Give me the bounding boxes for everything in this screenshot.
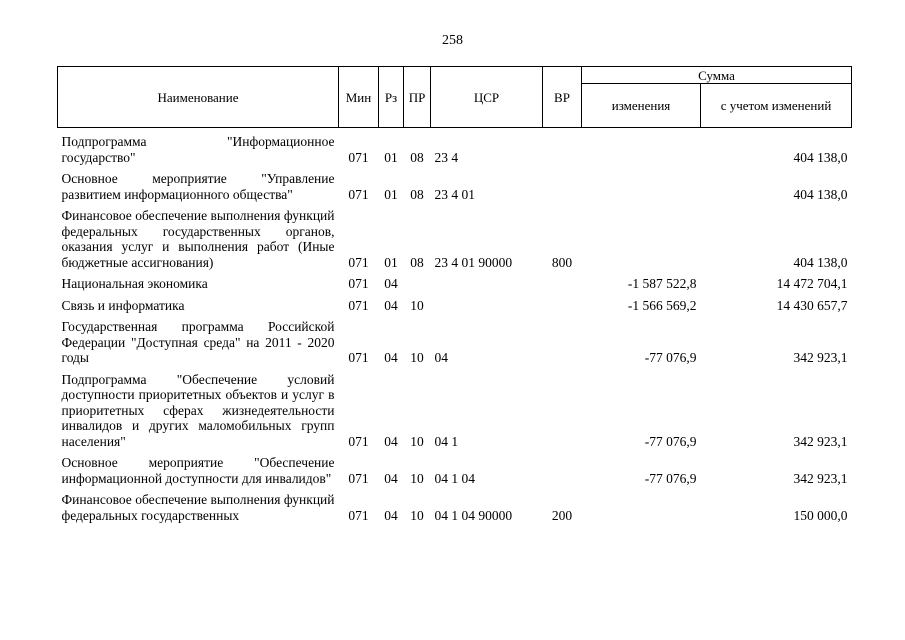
row-name: Основное мероприятие "Обеспечение информационной доступности для инвалидов" [61,455,335,486]
row-rz: 04 [384,433,398,449]
row-total: 404 138,0 [793,149,848,165]
row-change [582,171,701,208]
row-pr [404,276,431,298]
row-rz: 01 [384,254,398,270]
row-min: 071 [348,297,369,313]
row-total: 342 923,1 [793,433,848,449]
row-csr: 23 4 [434,149,459,165]
row-vr [543,276,582,298]
row-total: 150 000,0 [793,507,848,523]
row-pr: 08 [410,186,424,202]
header-sum: Сумма [582,67,852,84]
table-row [58,319,852,372]
row-min: 071 [348,470,369,486]
row-total: 404 138,0 [793,254,848,270]
table-row [58,455,852,492]
row-total: 404 138,0 [793,186,848,202]
row-csr: 23 4 01 90000 [434,254,513,270]
row-total: 342 923,1 [793,470,848,486]
table-header [58,67,852,128]
row-rz: 04 [384,350,398,365]
row-name: Подпрограмма "Информационное государство" [61,134,335,165]
row-vr [543,319,582,372]
row-min: 071 [348,276,369,291]
table-row [58,276,852,298]
budget-table [57,66,852,529]
header-rz: Рз [379,67,404,128]
row-name: Финансовое обеспечение выполнения функций федеральных государственных [61,492,335,523]
row-change: -77 076,9 [644,350,697,365]
row-change [582,128,701,172]
row-vr: 200 [551,507,573,523]
row-change [582,208,701,276]
table-row [58,171,852,208]
row-rz: 01 [384,149,398,165]
row-min: 071 [348,186,369,202]
header-vr: ВР [543,67,582,128]
row-total: 342 923,1 [793,350,848,365]
table-body [58,128,852,530]
row-pr: 10 [410,507,424,523]
header-change: изменения [582,84,701,128]
row-min: 071 [348,149,369,165]
row-vr [543,372,582,456]
row-vr [543,128,582,172]
row-total: 14 430 657,7 [776,297,848,313]
row-csr: 04 1 04 [434,470,475,486]
table-row [58,128,852,172]
row-csr: 04 1 04 90000 [434,507,513,523]
row-name: Основное мероприятие "Управление развитием информационного общества" [61,171,335,202]
header-name: Наименование [58,67,339,128]
row-vr [543,455,582,492]
row-pr: 08 [410,149,424,165]
row-csr [431,276,543,298]
row-min: 071 [348,254,369,270]
row-rz: 04 [384,276,398,291]
header-min: Мин [339,67,379,128]
row-csr: 04 [434,350,448,365]
row-pr: 10 [410,297,424,313]
row-min: 071 [348,350,369,365]
header-with-change: с учетом изменений [701,84,852,128]
row-rz: 01 [384,186,398,202]
row-pr: 10 [410,433,424,449]
row-name: Подпрограмма "Обеспечение условий доступности приоритетных объектов и услуг в приоритетных сферах жизнедеятельности инвалидов и других маломобильных групп населения" [61,371,335,449]
page-number: 258 [442,33,463,48]
row-rz: 04 [384,507,398,523]
row-min: 071 [348,507,369,523]
row-name: Государственная программа Российской Федерации "Доступная среда" на 2011 - 2020 годы [61,319,335,365]
row-pr: 10 [410,470,424,486]
row-rz: 04 [384,297,398,313]
table-row [58,208,852,276]
row-csr: 04 1 [434,433,459,449]
row-vr [543,298,582,320]
row-change: -1 566 569,2 [627,297,697,313]
row-min: 071 [348,433,369,449]
row-change [582,492,701,529]
header-csr: ЦСР [431,67,543,128]
row-name: Национальная экономика [61,276,208,291]
row-name: Финансовое обеспечение выполнения функций федеральных государственных органов, оказания услуг и выполнения работ (Иные бюджетные ассигнования) [61,208,335,270]
row-change: -77 076,9 [644,433,697,449]
row-rz: 04 [384,470,398,486]
row-total: 14 472 704,1 [776,276,848,291]
header-pr: ПР [404,67,431,128]
row-vr: 800 [551,254,573,270]
row-csr [431,298,543,320]
table-row [58,372,852,456]
table-row [58,298,852,320]
row-name: Связь и информатика [61,297,185,313]
row-csr: 23 4 01 [434,186,475,202]
row-pr: 08 [410,254,424,270]
row-vr [543,171,582,208]
row-change: -1 587 522,8 [627,276,697,291]
table-row [58,492,852,529]
row-change: -77 076,9 [644,470,697,486]
row-pr: 10 [410,350,424,365]
